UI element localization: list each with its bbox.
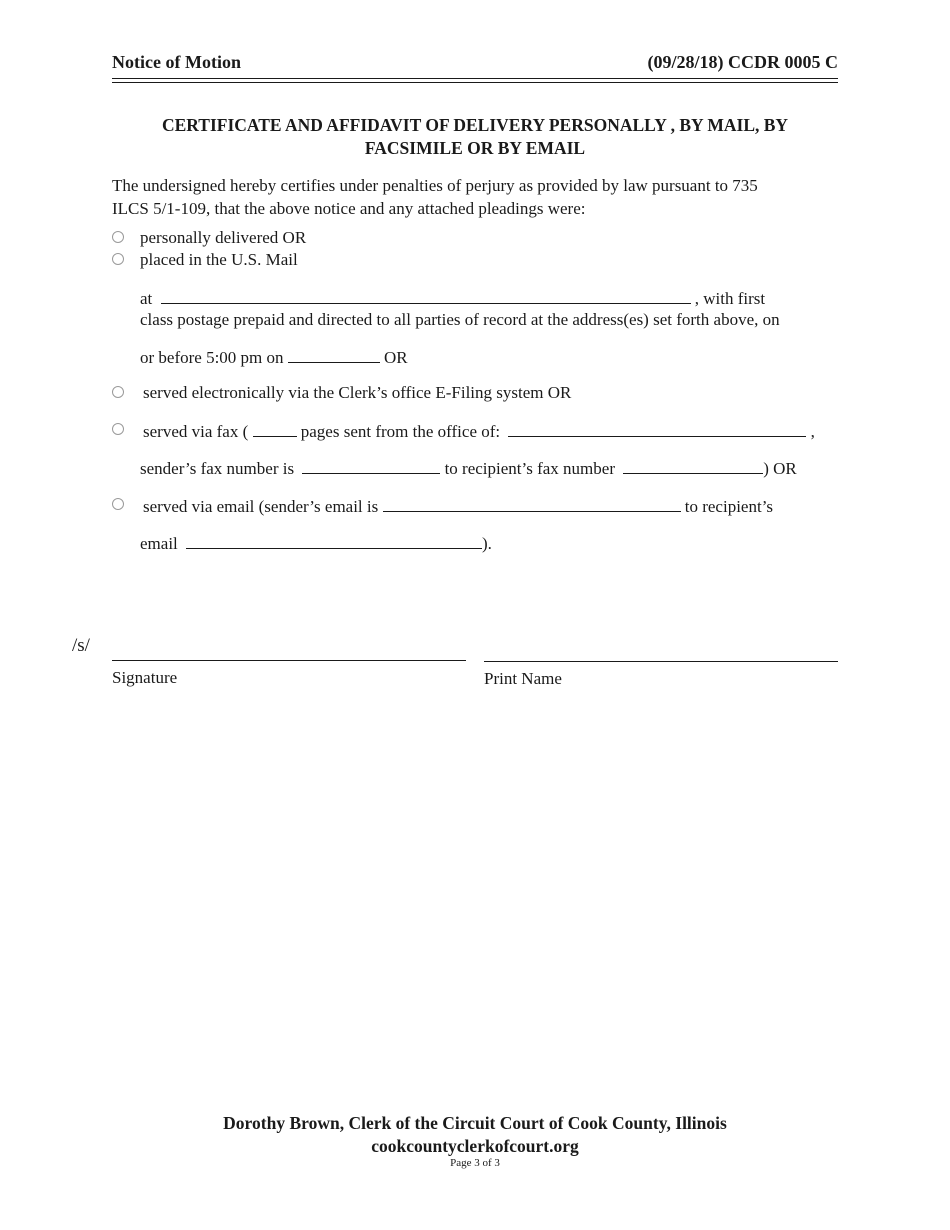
footer-website[interactable]: cookcountyclerkofcourt.org	[371, 1136, 579, 1156]
recipient-fax-field[interactable]	[623, 457, 763, 474]
fax-label: served via fax (	[143, 422, 249, 441]
fax-pages-sent-text: pages sent from the office of:	[300, 422, 501, 441]
s-mark: /s/	[72, 635, 90, 656]
efiling-radio[interactable]	[112, 386, 124, 398]
email-to-recipient-text: to recipient’s	[684, 497, 774, 516]
footer-clerk: Dorothy Brown, Clerk of the Circuit Court of Cook County, Illinois	[223, 1113, 727, 1133]
mail-with-first-text: , with first	[694, 289, 766, 308]
fax-line2	[140, 457, 797, 479]
mail-or-text: OR	[384, 348, 408, 367]
email-recipient-label: email	[140, 534, 178, 553]
mail-address-field[interactable]	[161, 287, 691, 304]
signature-field[interactable]	[112, 660, 466, 661]
fax-pages-field[interactable]	[253, 420, 297, 437]
mail-label: placed in the U.S. Mail	[140, 250, 298, 269]
mail-date-field[interactable]	[288, 346, 380, 363]
certificate-title	[112, 114, 838, 160]
email-line1	[143, 495, 773, 517]
fax-radio[interactable]	[112, 423, 124, 435]
mail-at-line	[140, 287, 765, 309]
mail-date-line	[140, 346, 408, 368]
fax-close-text: ) OR	[763, 459, 797, 478]
form-code: (09/28/18) CCDR 0005 C	[647, 52, 838, 72]
certificate-title-line1: CERTIFICATE AND AFFIDAVIT OF DELIVERY PERSONALLY , BY MAIL, BY	[161, 115, 789, 135]
print-name-field[interactable]	[484, 661, 838, 662]
email-label: served via email (sender’s email is	[143, 497, 379, 516]
email-radio[interactable]	[112, 498, 124, 510]
sender-email-field[interactable]	[383, 495, 681, 512]
mail-postage-line: class postage prepaid and directed to all parties of record at the address(es) set forth above, on	[140, 310, 780, 329]
form-title: Notice of Motion	[112, 52, 241, 72]
fax-line1	[143, 420, 815, 442]
email-close-text: ).	[482, 534, 492, 553]
efiling-label: served electronically via the Clerk’s office E-Filing system OR	[143, 383, 572, 402]
page-number: Page 3 of 3	[450, 1157, 500, 1169]
mail-before-text: or before 5:00 pm on	[140, 348, 284, 367]
print-name-label: Print Name	[484, 669, 562, 688]
sender-fax-field[interactable]	[302, 457, 440, 474]
intro-line2: ILCS 5/1-109, that the above notice and any attached pleadings were:	[112, 199, 586, 218]
mail-at-text: at	[140, 289, 153, 308]
fax-sender-text: sender’s fax number is	[140, 459, 295, 478]
personal-delivery-label: personally delivered OR	[140, 228, 307, 247]
fax-office-field[interactable]	[508, 420, 806, 437]
recipient-email-field[interactable]	[186, 532, 482, 549]
certificate-title-line2: FACSIMILE OR BY EMAIL	[364, 138, 586, 158]
intro-line1: The undersigned hereby certifies under penalties of perjury as provided by law pursuant to 735	[112, 176, 758, 195]
signature-label: Signature	[112, 668, 178, 687]
fax-comma-text: ,	[810, 422, 815, 441]
header-rule-bottom	[112, 82, 838, 83]
header-rule-top	[112, 78, 838, 79]
email-line2	[140, 532, 492, 554]
personal-delivery-radio[interactable]	[112, 231, 124, 243]
mail-radio[interactable]	[112, 253, 124, 265]
fax-to-recipient-text: to recipient’s fax number	[444, 459, 615, 478]
